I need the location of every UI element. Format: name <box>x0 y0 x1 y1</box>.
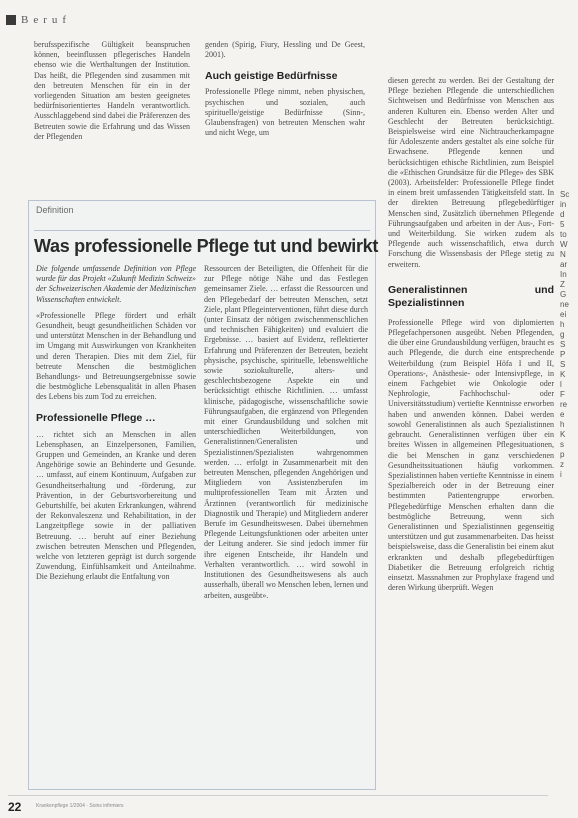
footer-rule <box>8 795 548 796</box>
definition-col2 <box>204 264 368 784</box>
top-middle-text: Professionelle Pflege nimmt, neben physischen, psychischen und sozialen, auch spirituelle/geistige Bedürfnisse (Sinn-, Glaubensfragen) von betreuten Menschen wahr und nicht Wege, um <box>205 87 365 138</box>
right-top-text: diesen gerecht zu werden. Bei der Gestaltung der Pflege beziehen Pflegende die unterschiedlichen Sichtweisen und Bedürfnisse von Menschen aus anderen Kulturen ein. Ebenso werden Alter und Geschlecht der Betreuten berücksichtigt. Beispielsweise wird eine Nichtraucherkampagne für Adoleszente anders gestaltet als eine solche für Erwachsene. Pflegende kennen und berücksichtigen ethische Richtlinien, zum Beispiel die «Ethischen Grundsätze für die Pflege» des SBK (2003). Arbeitsfelder: Professionelle Pflege findet in einem breit umfassenden Tätigkeitsfeld statt. In der direkten Betreuung pflegebedürftiger Menschen sind, Zusätzlich übernehmen Pflegende Führungsaufgaben und arbeiten in der Aus-, Fort- und Weiterbildung. Sie wirken zudem als Pflegende auch wissenschaftlich, etwa durch Forschung die Wissensbasis der Pflege stetig zu erweitern. <box>388 76 554 269</box>
footer-meta: Krankenpflege 1/2004 · Soins infirmiers <box>36 803 124 809</box>
definition-rule <box>34 230 370 231</box>
top-left-column <box>34 40 190 190</box>
definition-col1-text: «Professionelle Pflege fördert und erhält Gesundheit, beugt gesundheitlichen Schäden vor und unterstützt Menschen in der Behandlung und im Umgang mit Auswirkungen von Krankheiten und deren Therapien. Dies mit dem Ziel, für betreute Menschen die bestmöglichen Behandlungs- und Betreuungsergebnisse sowie die bestmögliche Lebensqualität in allen Phasen des Lebens bis zum Tod zu erreichen. <box>36 310 196 402</box>
right-column <box>388 76 554 786</box>
definition-title: Was professionelle Pflege tut und bewirkt <box>34 236 379 256</box>
definition-col1-items: … richtet sich an Menschen in allen Lebensphasen, an Einzelpersonen, Familien, Gruppen und Gemeinden, an Kranke und deren Angehörige sowie an Behinderte und Gesunde. … umfasst, auf einem Kontinuum, Aufgaben zur Gesundheitserhaltung und -förderung, zur Prävention, in der Geburtsvorbereitung und Geburtshilfe, bei akuten Erkrankungen, während der Rekonvaleszenz und Rehabilitation, in der Langzeitpflege sowie in der palliativen Betreuung. … beruht auf einer Beziehung zwischen betreuten Menschen und Pflegenden, welche von letzteren geprägt ist durch sorgende Zuwendung, Einfühlsamkeit und Anteilnahme. Die Beziehung erlaubt die Entfaltung von <box>36 429 196 582</box>
definition-col2-text: Ressourcen der Beteiligten, die Offenheit für die zur Pflege nötige Nähe und das Festlegen gemeinsamer Ziele. … erfasst die Ressourcen und den Pflegebedarf der betreuten Menschen, setzt Ziele, plant Pflegeinterventionen, führt diese durch (unter Einsatz der nötigen zwischenmenschlichen und technischen Fähigkeiten) und evaluiert die Ergebnisse. … basiert auf Evidenz, reflektierter Erfahrung und Präferenzen der Betreuten, bezieht physische, psychische, spirituelle, lebensweltliche sowie soziokulturelle, alters- und geschlechtsbezogene Aspekte ein und berücksichtigt ethische Richtlinien. … umfasst klinische, pädagogische, wissenschaftliche sowie Führungsaufgaben, die ergänzend von Pflegenden mit einer Grundausbildung und solchen mit unterschiedlichen Weiterbildungen, von Generalistinnen/Generalisten und Spezialistinnen/Spezialisten wahrgenommen werden. … erfolgt in Zusammenarbeit mit den betreuten Menschen, pflegenden Angehörigen und Mitgliedern von Assistenzberufen im multiprofessionellen Team mit Ärzten und Ärztinnen (verantwortlich für medizinische Diagnostik und Therapie) und Mitgliedern anderer Berufe im Gesundheitswesen. Dabei übernehmen Pflegende Leitungsfunktionen oder arbeiten unter der Leitung anderer. Sie sind jedoch immer für ihre eigenen Entscheide, ihr Handeln und Verhalten verantwortlich. … wird sowohl in Institutionen des Gesundheitswesens als auch ausserhalb, überall wo Menschen leben, lernen und arbeiten, ausgeübt». <box>204 264 368 600</box>
definition-col1 <box>36 264 196 784</box>
definition-label: Definition <box>36 205 74 215</box>
heading-geistige-beduerfnisse: Auch geistige Bedürfnisse <box>205 70 338 83</box>
section-header <box>6 14 71 26</box>
top-left-text: berufsspezifische Gültigkeit beanspruchen können, beeinflussen pflegerisches Handeln ebenso wie die Werthaltungen der Institution. Das heißt, die Pflegenden sind zusammen mit den betreuten Menschen für ein in der vorliegenden Situation am besten geeignetes bedürfnisorientiertes Handeln verantwortlich. Ausschlaggebend sind dabei die Präferenzen des Betreuten sowie die Erfahrung und das Wissen der Pflegenden <box>34 40 190 141</box>
section-square-icon <box>6 15 16 25</box>
definition-intro: Die folgende umfassende Definition von Pflege wurde für das Projekt «Zukunft Medizin Schweiz» der Schweizerischen Akademie der Medizinischen Wissenschaften entwickelt. <box>36 264 196 304</box>
edge-text: Sc in d 5 to W N ar In Z G ne ei h g S P S K l F re e h K s p z i <box>560 190 570 479</box>
right-bottom-text: Professionelle Pflege wird von diplomierten Pflegefachpersonen ausgeübt. Neben Pflegenden, die über eine Grundausbildung verfügen, braucht es auch Pflegende, die durch eine entsprechende Weiterbildung (zum Beispiel Höfa I und II, Operations-, Anästhesie- oder Intensivpflege, in einem Fachgebiet wie Onkologie oder Nephrologie, Fachhochschul- oder Universitätsstudium) vertiefte Kenntnisse erworben haben und anwenden können. Dabei werden sowohl Generalistinnen als auch Spezialistinnen gebraucht. Generalistinnen verfügen über ein breites Wissen in allgemeinen Pflegesituationen, die bei Menschen in ganz verschiedenen Gesundheitssituationen häufig vorkommen. Spezialistinnen haben vertiefte Kenntnisse in einem Spezialbereich oder in der Betreuung einer bestimmten Patientengruppe erworben. Pflegebedürftige Menschen erhalten dann die bestmögliche Betreuung, wenn sich Generalistinnen und Spezialistinnen gegenseitig unterstützen und gut zusammenarbeiten. Das heisst beispielsweise, dass die Generalistin bei einem akut erkrankten und deshalb pflegebedürftigen Diabetiker die Betreuung erfolgreich richtig einsetzt. Massnahmen zur Prophylaxe fragend und deren Wirkung überprüft. Wegen <box>388 317 554 593</box>
top-middle-lead: genden (Spirig, Fiury, Hessling und De Geest, 2001). <box>205 40 365 60</box>
section-word: Beruf <box>21 14 72 26</box>
heading-generalistinnen: Generalistinnen und Spezialistinnen <box>388 283 554 309</box>
top-middle-column <box>205 40 365 192</box>
clipped-edge-text <box>560 190 578 480</box>
page-number: 22 <box>8 800 22 814</box>
heading-professionelle-pflege: Professionelle Pflege … <box>36 411 156 424</box>
